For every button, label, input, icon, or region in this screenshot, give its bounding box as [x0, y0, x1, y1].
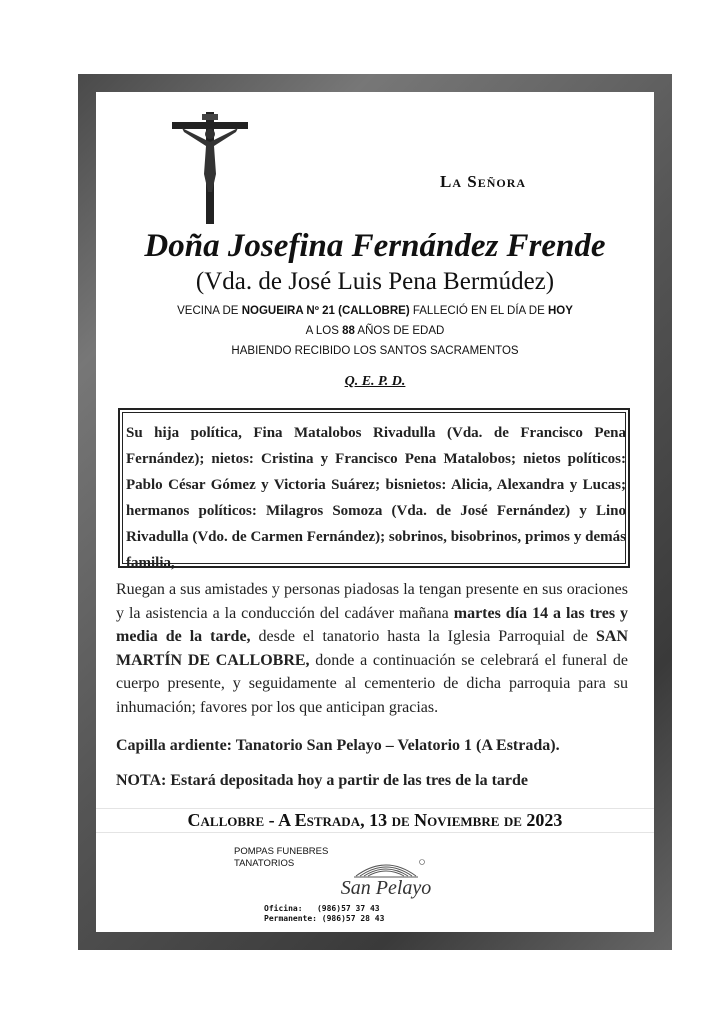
capilla-ardiente: Capilla ardiente: Tanatorio San Pelayo – Velatorio 1 (A Estrada). [116, 737, 560, 754]
dateline: Callobre - A Estrada, 13 de Noviembre de 2023 [96, 808, 654, 833]
nota: NOTA: Estará depositada hoy a partir de las tres de la tarde [116, 772, 528, 789]
crucifix-icon [170, 112, 250, 224]
permanent-phone: Permanente: (986)57 28 43 [264, 914, 385, 923]
pompas-line: POMPAS FUNEBRES [234, 846, 329, 857]
widow-of: (Vda. de José Luis Pena Bermúdez) [195, 268, 555, 295]
heading: La Señora [440, 172, 527, 191]
details-line-2: A LOS 88 AÑOS DE EDAD [305, 325, 445, 337]
details-line-1: VECINA DE NOGUEIRA Nº 21 (CALLOBRE) FALLECIÓ EN EL DÍA DE HOY [177, 305, 573, 317]
tanatorios-line: TANATORIOS [234, 858, 295, 869]
family-text: Su hija política, Fina Matalobos Rivadulla (Vda. de Francisco Pena Fernández); nietos: Cristina y Francisco Pena Matalobos; nietos políticos: Pablo César Gómez y Victoria Suárez; bisnietos: Alicia, Alexandra y Lucas; hermanos políticos: Milagros Somoza (Vda. de José Fernández) y Lino Rivadulla (Vdo. de Carmen Fernández); sobrinos, bisobrinos, primos y demás familia, [126, 425, 626, 571]
logo-text: San Pelayo [340, 877, 432, 899]
qepd: Q. E. P. D. [344, 374, 406, 389]
contact-info [264, 904, 384, 924]
san-pelayo-logo [336, 856, 436, 904]
request-text: Ruegan a sus amistades y personas piadosas la tengan presente en sus oraciones y la asistencia a la conducción del cadáver mañana martes día 14 a las tres y media de la tarde, desde el tanatorio hasta la Iglesia Parroquial de SAN MARTÍN DE CALLOBRE, donde a continuación se celebrará el funeral de cuerpo presente, y seguidamente al cementerio de dicha parroquia para su inhumación; favores por los que anticipan gracias. [116, 581, 629, 716]
office-phone: Oficina: (986)57 37 43 [264, 904, 380, 913]
deceased-name: Doña Josefina Fernández Frende [144, 228, 606, 264]
funeral-home-name [234, 846, 328, 870]
details-line-3: HABIENDO RECIBIDO LOS SANTOS SACRAMENTOS [231, 345, 519, 357]
